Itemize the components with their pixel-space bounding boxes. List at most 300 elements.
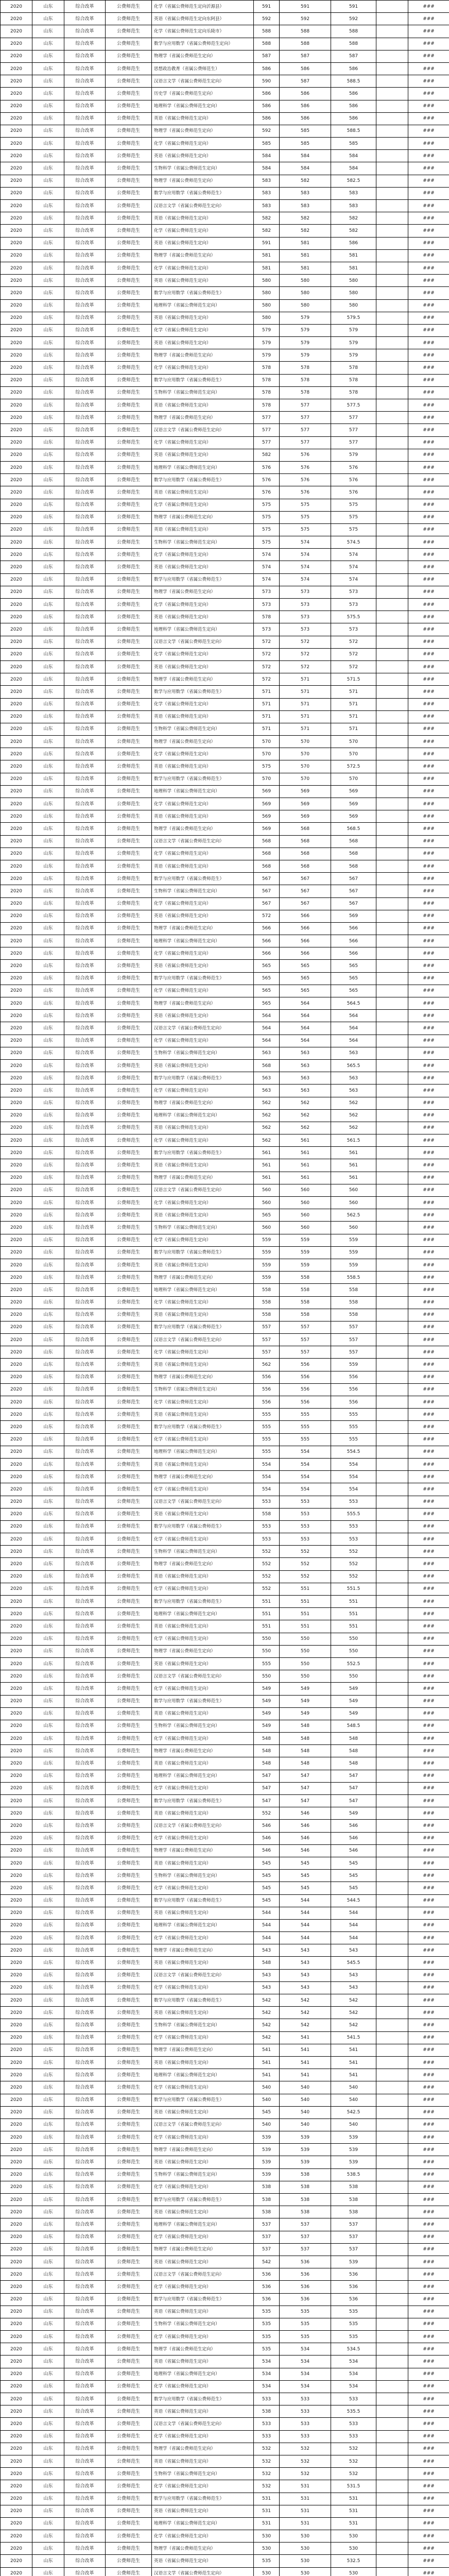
table-row <box>1 1546 449 1558</box>
avg-score-cell: 571 <box>331 698 376 710</box>
table-row <box>1 2368 449 2380</box>
min-score-cell: 566 <box>280 910 331 922</box>
enrollment-type-cell: 公费师范生 <box>106 1296 152 1309</box>
major-cell: 化学（省属公费师范生定向） <box>152 1483 254 1496</box>
rank-cell <box>376 1197 408 1209</box>
extra-cell: ### <box>408 611 449 623</box>
rank-cell <box>376 399 408 412</box>
min-score-cell: 532 <box>280 2455 331 2467</box>
enrollment-type-cell: 公费师范生 <box>106 1733 152 1745</box>
max-score-cell: 557 <box>254 1321 280 1333</box>
year-cell: 2020 <box>1 2081 32 2094</box>
max-score-cell: 560 <box>254 1222 280 1234</box>
rank-cell <box>376 2231 408 2243</box>
rank-cell <box>376 873 408 885</box>
min-score-cell: 553 <box>280 1508 331 1520</box>
year-cell: 2020 <box>1 1620 32 1633</box>
batch-cell: 综合改革 <box>64 1546 106 1558</box>
province-cell: 山东 <box>32 1757 64 1770</box>
province-cell: 山东 <box>32 686 64 698</box>
province-cell: 山东 <box>32 636 64 648</box>
province-cell: 山东 <box>32 873 64 885</box>
major-cell: 数学与应用数学（省属公费师范生） <box>152 972 254 985</box>
rank-cell <box>376 1122 408 1134</box>
avg-score-cell: 533 <box>331 2393 376 2405</box>
extra-cell: ### <box>408 2181 449 2193</box>
rank-cell <box>376 112 408 125</box>
enrollment-type-cell: 公费师范生 <box>106 88 152 100</box>
enrollment-type-cell: 公费师范生 <box>106 599 152 611</box>
province-cell: 山东 <box>32 100 64 112</box>
batch-cell: 综合改革 <box>64 1072 106 1084</box>
table-row <box>1 2044 449 2056</box>
batch-cell: 综合改革 <box>64 225 106 237</box>
batch-cell: 综合改革 <box>64 2293 106 2306</box>
province-cell: 山东 <box>32 349 64 362</box>
enrollment-type-cell: 公费师范生 <box>106 1122 152 1134</box>
batch-cell: 综合改革 <box>64 175 106 187</box>
batch-cell: 综合改革 <box>64 1583 106 1595</box>
year-cell: 2020 <box>1 262 32 274</box>
year-cell: 2020 <box>1 1259 32 1271</box>
avg-score-cell: 538.5 <box>331 2168 376 2181</box>
extra-cell: ### <box>408 1334 449 1346</box>
enrollment-type-cell: 公费师范生 <box>106 511 152 523</box>
major-cell: 物理学（省属公费师范生定向） <box>152 2044 254 2056</box>
extra-cell: ### <box>408 2056 449 2069</box>
table-row <box>1 2281 449 2293</box>
max-score-cell: 554 <box>254 1483 280 1496</box>
min-score-cell: 575 <box>280 511 331 523</box>
rank-cell <box>376 474 408 486</box>
avg-score-cell: 537 <box>331 2243 376 2256</box>
batch-cell: 综合改革 <box>64 1969 106 1981</box>
extra-cell: ### <box>408 1172 449 1184</box>
extra-cell: ### <box>408 798 449 810</box>
province-cell: 山东 <box>32 1981 64 1994</box>
extra-cell: ### <box>408 2380 449 2393</box>
max-score-cell: 534 <box>254 2380 280 2393</box>
province-cell: 山东 <box>32 2380 64 2393</box>
max-score-cell: 536 <box>254 2281 280 2293</box>
min-score-cell: 541 <box>280 2069 331 2081</box>
batch-cell: 综合改革 <box>64 2405 106 2418</box>
rank-cell <box>376 1907 408 1919</box>
table-row <box>1 1035 449 1047</box>
table-row <box>1 561 449 573</box>
extra-cell: ### <box>408 1844 449 1857</box>
major-cell: 化学（省属公费师范生定向） <box>152 549 254 561</box>
min-score-cell: 562 <box>280 1109 331 1122</box>
table-row <box>1 599 449 611</box>
enrollment-type-cell: 公费师范生 <box>106 1695 152 1707</box>
avg-score-cell: 551 <box>331 1596 376 1608</box>
year-cell: 2020 <box>1 1894 32 1907</box>
avg-score-cell: 571.5 <box>331 673 376 686</box>
enrollment-type-cell: 公费师范生 <box>106 561 152 573</box>
table-row <box>1 1570 449 1583</box>
max-score-cell: 579 <box>254 324 280 336</box>
major-cell: 物理学（省属公费师范生定向） <box>152 586 254 598</box>
table-row <box>1 972 449 985</box>
major-cell: 地理科学（省属公费师范生定向） <box>152 1446 254 1458</box>
table-row <box>1 2530 449 2543</box>
rank-cell <box>376 1657 408 1670</box>
table-row <box>1 1533 449 1546</box>
rank-cell <box>376 1670 408 1683</box>
min-score-cell: 540 <box>280 2106 331 2119</box>
enrollment-type-cell: 公费师范生 <box>106 1197 152 1209</box>
max-score-cell: 561 <box>254 1147 280 1159</box>
enrollment-type-cell: 公费师范生 <box>106 1508 152 1520</box>
enrollment-type-cell: 公费师范生 <box>106 349 152 362</box>
year-cell: 2020 <box>1 2256 32 2268</box>
min-score-cell: 578 <box>280 362 331 374</box>
extra-cell: ### <box>408 573 449 586</box>
year-cell: 2020 <box>1 810 32 823</box>
max-score-cell: 586 <box>254 62 280 75</box>
batch-cell: 综合改革 <box>64 2019 106 2031</box>
table-row <box>1 2331 449 2343</box>
extra-cell: ### <box>408 2306 449 2318</box>
avg-score-cell: 568 <box>331 848 376 860</box>
min-score-cell: 573 <box>280 611 331 623</box>
major-cell: 英语（省属公费师范生定向） <box>152 810 254 823</box>
year-cell: 2020 <box>1 1508 32 1520</box>
province-cell: 山东 <box>32 262 64 274</box>
province-cell: 山东 <box>32 1159 64 1172</box>
max-score-cell: 542 <box>254 2019 280 2031</box>
table-row <box>1 225 449 237</box>
extra-cell: ### <box>408 1907 449 1919</box>
province-cell: 山东 <box>32 1147 64 1159</box>
min-score-cell: 562 <box>280 1122 331 1134</box>
enrollment-type-cell: 公费师范生 <box>106 1409 152 1421</box>
min-score-cell: 582 <box>280 225 331 237</box>
min-score-cell: 555 <box>280 1421 331 1433</box>
extra-cell: ### <box>408 100 449 112</box>
rank-cell <box>376 1259 408 1271</box>
enrollment-type-cell: 公费师范生 <box>106 1596 152 1608</box>
min-score-cell: 579 <box>280 349 331 362</box>
avg-score-cell: 560 <box>331 1197 376 1209</box>
max-score-cell: 569 <box>254 823 280 835</box>
major-cell: 化学（省属公费师范生定向） <box>152 1882 254 1894</box>
year-cell: 2020 <box>1 2480 32 2493</box>
year-cell: 2020 <box>1 1446 32 1458</box>
year-cell: 2020 <box>1 1421 32 1433</box>
min-score-cell: 533 <box>280 2393 331 2405</box>
batch-cell: 综合改革 <box>64 648 106 660</box>
province-cell: 山东 <box>32 2405 64 2418</box>
batch-cell: 综合改革 <box>64 1010 106 1022</box>
max-score-cell: 561 <box>254 1172 280 1184</box>
year-cell: 2020 <box>1 1284 32 1296</box>
batch-cell: 综合改革 <box>64 636 106 648</box>
enrollment-type-cell: 公费师范生 <box>106 1334 152 1346</box>
avg-score-cell: 561 <box>331 1172 376 1184</box>
table-row <box>1 1969 449 1981</box>
year-cell: 2020 <box>1 860 32 872</box>
table-row <box>1 710 449 723</box>
min-score-cell: 580 <box>280 287 331 299</box>
extra-cell: ### <box>408 1122 449 1134</box>
min-score-cell: 534 <box>280 2380 331 2393</box>
rank-cell <box>376 798 408 810</box>
avg-score-cell: 587 <box>331 50 376 62</box>
table-row <box>1 2505 449 2517</box>
max-score-cell: 555 <box>254 1446 280 1458</box>
avg-score-cell: 580 <box>331 299 376 312</box>
avg-score-cell: 569 <box>331 785 376 798</box>
max-score-cell: 573 <box>254 586 280 598</box>
avg-score-cell: 539 <box>331 2131 376 2144</box>
max-score-cell: 565 <box>254 997 280 1010</box>
avg-score-cell: 551 <box>331 1620 376 1633</box>
max-score-cell: 582 <box>254 449 280 461</box>
province-cell: 山东 <box>32 1496 64 1508</box>
avg-score-cell: 547 <box>331 1770 376 1782</box>
batch-cell: 综合改革 <box>64 162 106 175</box>
province-cell: 山东 <box>32 1520 64 1533</box>
batch-cell: 综合改革 <box>64 586 106 598</box>
avg-score-cell: 538 <box>331 2194 376 2206</box>
min-score-cell: 533 <box>280 2405 331 2418</box>
batch-cell: 综合改革 <box>64 1396 106 1409</box>
max-score-cell: 566 <box>254 947 280 960</box>
max-score-cell: 563 <box>254 1047 280 1059</box>
avg-score-cell: 565.5 <box>331 1059 376 1072</box>
avg-score-cell: 549 <box>331 1707 376 1720</box>
enrollment-type-cell: 公费师范生 <box>106 262 152 274</box>
rank-cell <box>376 2355 408 2368</box>
rank-cell <box>376 25 408 38</box>
extra-cell: ### <box>408 860 449 872</box>
rank-cell <box>376 2031 408 2044</box>
province-cell: 山东 <box>32 1844 64 1857</box>
batch-cell: 综合改革 <box>64 474 106 486</box>
extra-cell: ### <box>408 1246 449 1259</box>
year-cell: 2020 <box>1 2380 32 2393</box>
rank-cell <box>376 1645 408 1657</box>
province-cell: 山东 <box>32 549 64 561</box>
rank-cell <box>376 1159 408 1172</box>
max-score-cell: 553 <box>254 1533 280 1546</box>
year-cell: 2020 <box>1 1770 32 1782</box>
max-score-cell: 540 <box>254 2119 280 2131</box>
enrollment-type-cell: 公费师范生 <box>106 287 152 299</box>
year-cell: 2020 <box>1 1159 32 1172</box>
extra-cell: ### <box>408 1059 449 1072</box>
province-cell: 山东 <box>32 1820 64 1832</box>
table-row <box>1 1209 449 1222</box>
year-cell: 2020 <box>1 2318 32 2330</box>
table-row <box>1 1844 449 1857</box>
max-score-cell: 548 <box>254 1757 280 1770</box>
rank-cell <box>376 2131 408 2144</box>
enrollment-type-cell: 公费师范生 <box>106 312 152 324</box>
province-cell: 山东 <box>32 1097 64 1109</box>
extra-cell: ### <box>408 1707 449 1720</box>
province-cell: 山东 <box>32 1371 64 1383</box>
max-score-cell: 565 <box>254 1209 280 1222</box>
province-cell: 山东 <box>32 760 64 773</box>
extra-cell: ### <box>408 374 449 386</box>
extra-cell: ### <box>408 1010 449 1022</box>
max-score-cell: 580 <box>254 312 280 324</box>
year-cell: 2020 <box>1 1807 32 1820</box>
avg-score-cell: 548 <box>331 1733 376 1745</box>
table-row <box>1 1396 449 1409</box>
batch-cell: 综合改革 <box>64 499 106 511</box>
major-cell: 生物科学（省属公费师范生定向） <box>152 162 254 175</box>
min-score-cell: 559 <box>280 1246 331 1259</box>
max-score-cell: 547 <box>254 1770 280 1782</box>
rank-cell <box>376 972 408 985</box>
min-score-cell: 548 <box>280 1733 331 1745</box>
year-cell: 2020 <box>1 1745 32 1757</box>
province-cell: 山东 <box>32 2069 64 2081</box>
extra-cell: ### <box>408 2144 449 2156</box>
rank-cell <box>376 1409 408 1421</box>
enrollment-type-cell: 公费师范生 <box>106 1022 152 1035</box>
batch-cell: 综合改革 <box>64 2543 106 2555</box>
enrollment-type-cell: 公费师范生 <box>106 1371 152 1383</box>
table-row <box>1 1657 449 1670</box>
max-score-cell: 542 <box>254 2007 280 2019</box>
major-cell: 数学与应用数学（省属公费师范生） <box>152 2293 254 2306</box>
max-score-cell: 592 <box>254 13 280 25</box>
major-cell: 物理学（省属公费师范生定向） <box>152 922 254 935</box>
batch-cell: 综合改革 <box>64 374 106 386</box>
rank-cell <box>376 2430 408 2443</box>
extra-cell: ### <box>408 299 449 312</box>
max-score-cell: 565 <box>254 960 280 972</box>
extra-cell: ### <box>408 112 449 125</box>
max-score-cell: 563 <box>254 1072 280 1084</box>
table-row <box>1 2081 449 2094</box>
major-cell: 英语（省属公费师范生定向） <box>152 1620 254 1633</box>
batch-cell: 综合改革 <box>64 1035 106 1047</box>
province-cell: 山东 <box>32 2293 64 2306</box>
batch-cell: 综合改革 <box>64 187 106 199</box>
min-score-cell: 546 <box>280 1820 331 1832</box>
table-row <box>1 50 449 62</box>
max-score-cell: 542 <box>254 2031 280 2044</box>
min-score-cell: 541 <box>280 2056 331 2069</box>
year-cell: 2020 <box>1 2218 32 2231</box>
batch-cell: 综合改革 <box>64 835 106 848</box>
year-cell: 2020 <box>1 399 32 412</box>
max-score-cell: 564 <box>254 1035 280 1047</box>
table-row <box>1 1421 449 1433</box>
year-cell: 2020 <box>1 175 32 187</box>
table-row <box>1 1234 449 1246</box>
min-score-cell: 569 <box>280 785 331 798</box>
enrollment-type-cell: 公费师范生 <box>106 1844 152 1857</box>
major-cell: 英语（省属公费师范生定向） <box>152 2455 254 2467</box>
table-row <box>1 412 449 424</box>
extra-cell: ### <box>408 1944 449 1957</box>
max-score-cell: 556 <box>254 1371 280 1383</box>
batch-cell: 综合改革 <box>64 386 106 399</box>
batch-cell: 综合改革 <box>64 2081 106 2094</box>
enrollment-type-cell: 公费师范生 <box>106 1832 152 1844</box>
year-cell: 2020 <box>1 1197 32 1209</box>
major-cell: 化学（省属公费师范生定向） <box>152 362 254 374</box>
min-score-cell: 565 <box>280 985 331 997</box>
min-score-cell: 539 <box>280 2144 331 2156</box>
batch-cell: 综合改革 <box>64 561 106 573</box>
min-score-cell: 556 <box>280 1359 331 1371</box>
year-cell: 2020 <box>1 511 32 523</box>
extra-cell: ### <box>408 1483 449 1496</box>
enrollment-type-cell: 公费师范生 <box>106 2044 152 2056</box>
enrollment-type-cell: 公费师范生 <box>106 2505 152 2517</box>
max-score-cell: 543 <box>254 1944 280 1957</box>
year-cell: 2020 <box>1 2144 32 2156</box>
major-cell: 地理科学（省属公费师范生定向） <box>152 1284 254 1296</box>
enrollment-type-cell: 公费师范生 <box>106 2231 152 2243</box>
table-row <box>1 249 449 262</box>
table-row <box>1 1695 449 1707</box>
max-score-cell: 537 <box>254 2243 280 2256</box>
max-score-cell: 578 <box>254 386 280 399</box>
avg-score-cell: 592 <box>331 13 376 25</box>
batch-cell: 综合改革 <box>64 1433 106 1446</box>
major-cell: 数学与应用数学（省属公费师范生） <box>152 873 254 885</box>
avg-score-cell: 559 <box>331 1259 376 1271</box>
year-cell: 2020 <box>1 2007 32 2019</box>
max-score-cell: 544 <box>254 1919 280 1931</box>
max-score-cell: 591 <box>254 1 280 13</box>
year-cell: 2020 <box>1 2181 32 2193</box>
year-cell: 2020 <box>1 947 32 960</box>
province-cell: 山东 <box>32 2555 64 2567</box>
batch-cell: 综合改革 <box>64 2231 106 2243</box>
extra-cell: ### <box>408 1919 449 1931</box>
table-row <box>1 798 449 810</box>
year-cell: 2020 <box>1 1184 32 1196</box>
extra-cell: ### <box>408 2119 449 2131</box>
table-row <box>1 636 449 648</box>
avg-score-cell: 555 <box>331 1421 376 1433</box>
batch-cell: 综合改革 <box>64 1059 106 1072</box>
max-score-cell: 562 <box>254 1109 280 1122</box>
province-cell: 山东 <box>32 287 64 299</box>
year-cell: 2020 <box>1 1097 32 1109</box>
batch-cell: 综合改革 <box>64 362 106 374</box>
batch-cell: 综合改革 <box>64 1371 106 1383</box>
province-cell: 山东 <box>32 1620 64 1633</box>
batch-cell: 综合改革 <box>64 1857 106 1869</box>
table-row <box>1 62 449 75</box>
max-score-cell: 559 <box>254 1259 280 1271</box>
batch-cell: 综合改革 <box>64 424 106 436</box>
batch-cell: 综合改革 <box>64 922 106 935</box>
table-row <box>1 2131 449 2144</box>
major-cell: 英语（省属公费师范生定向） <box>152 275 254 287</box>
extra-cell: ### <box>408 1371 449 1383</box>
min-score-cell: 577 <box>280 399 331 412</box>
major-cell: 化学（省属公费师范生定向） <box>152 2081 254 2094</box>
batch-cell: 综合改革 <box>64 1932 106 1944</box>
rank-cell <box>376 38 408 50</box>
min-score-cell: 580 <box>280 299 331 312</box>
min-score-cell: 591 <box>280 1 331 13</box>
table-row <box>1 324 449 336</box>
rank-cell <box>376 636 408 648</box>
